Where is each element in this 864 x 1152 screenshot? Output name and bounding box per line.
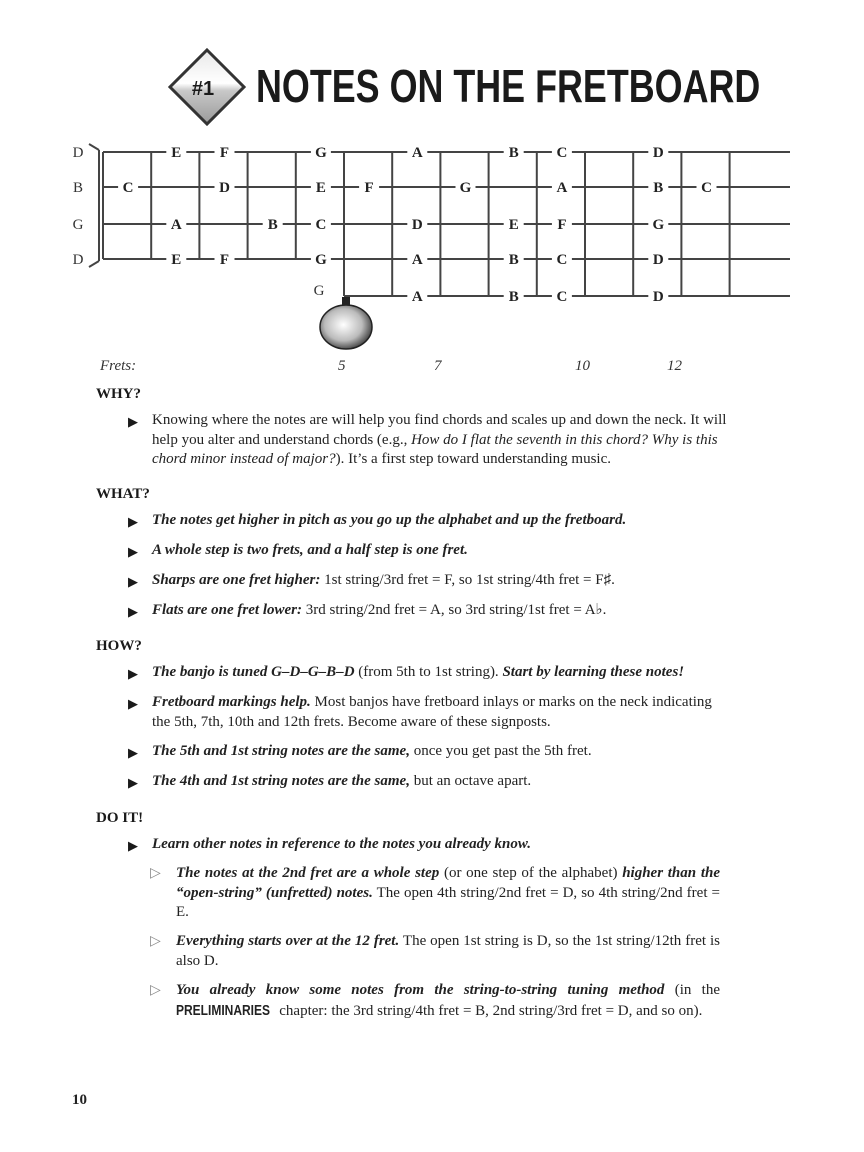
sub-bullet-outline-triangle-icon: ▷ (150, 983, 161, 998)
section-heading-what: WHAT? (96, 486, 150, 502)
fret-note-label: A (411, 289, 423, 305)
bullet-triangle-icon: ▶ (128, 666, 138, 681)
how-bullet-1: ▶ The banjo is tuned G–D–G–B–D (from 5th to 1st string). Start by learning these notes! (128, 663, 728, 683)
what-bullet-3: ▶ Sharps are one fret higher: 1st string/3rd fret = F, so 1st string/4th fret = F♯. (128, 571, 728, 591)
bullet-triangle-icon: ▶ (128, 414, 138, 429)
fret-marker-12: 12 (667, 358, 682, 374)
fret-note-label: A (170, 217, 182, 233)
bullet-triangle-icon: ▶ (128, 544, 138, 559)
open-string-label: G (72, 217, 84, 233)
fret-note-label: G (652, 217, 665, 233)
fret-note-label: B (508, 145, 519, 161)
how-bullet-3: ▶ The 5th and 1st string notes are the same, once you get past the 5th fret. (128, 742, 728, 762)
fret-number-row (0, 358, 864, 378)
fret-note-label: D (411, 217, 423, 233)
bullet-triangle-icon: ▶ (128, 696, 138, 711)
bullet-triangle-icon: ▶ (128, 775, 138, 790)
open-string-label: B (72, 180, 84, 196)
fret-note-label: C (556, 289, 568, 305)
bullet-triangle-icon: ▶ (128, 838, 138, 853)
fret-note-label: D (219, 180, 230, 196)
page-number: 10 (72, 1092, 87, 1108)
do-it-sub-bullet-1: ▷ The notes at the 2nd fret are a whole step (or one step of the alphabet) higher than the “open-string” (unfretted) notes. The open 4th string/2nd fret = D, so 4th string/2nd fret = E. (150, 865, 720, 920)
do-it-sub-bullet-2: ▷ Everything starts over at the 12 fret. The open 1st string is D, so the 1st string/12th fret is also D. (150, 933, 720, 969)
fret-note-label: C (701, 180, 712, 196)
fret-note-label: E (171, 252, 182, 268)
fret-note-label: A (411, 145, 423, 161)
fret-note-label: C (122, 180, 134, 196)
fret-note-label: C (556, 145, 568, 161)
what-bullet-2: ▶ A whole step is two frets, and a half step is one fret. (128, 541, 728, 561)
fret-note-label: G (315, 145, 327, 161)
fret-note-label: E (171, 145, 182, 161)
fifth-string-tuning-peg-icon (320, 305, 372, 349)
do-it-sub-bullet-3: ▷ You already know some notes from the string-to-string tuning method (in the PRELIMINARIES chapter: the 3rd string/4th fret = B, 2nd string/3rd fret = D, and so on). (150, 982, 720, 1019)
fret-marker-5: 5 (338, 358, 346, 374)
what-bullet-4: ▶ Flats are one fret lower: 3rd string/2nd fret = A, so 3rd string/1st fret = A♭. (128, 601, 728, 621)
fret-note-label: C (556, 252, 568, 268)
fret-note-label: A (411, 252, 423, 268)
fret-note-label: G (315, 252, 327, 268)
bullet-triangle-icon: ▶ (128, 514, 138, 529)
fret-note-label: F (364, 180, 374, 196)
fret-note-label: E (508, 217, 519, 233)
fret-note-label: F (219, 145, 230, 161)
chapter-badge-diamond-icon (168, 48, 246, 126)
fret-marker-10: 10 (575, 358, 590, 374)
fretboard-diagram (0, 130, 864, 360)
why-bullet: ▶ Knowing where the notes are will help you find chords and scales up and down the neck. It will help you alter and understand chords (e.g., How do I flat the seventh in this chord? Why is this chord minor instead of major?). It’s a first step toward understanding music. (128, 412, 727, 467)
fret-note-label: A (556, 180, 568, 196)
open-string-label: D (72, 145, 84, 161)
frets-label: Frets: (100, 358, 137, 374)
do-it-bullet-1: ▶ Learn other notes in reference to the notes you already know. (128, 835, 728, 855)
section-heading-why: WHY? (96, 386, 141, 402)
fret-note-label: D (652, 145, 664, 161)
fret-note-label: C (315, 217, 327, 233)
headstock-edge-top (89, 144, 99, 150)
sub-bullet-outline-triangle-icon: ▷ (150, 934, 161, 949)
fret-note-label: B (653, 180, 664, 196)
fret-note-label: B (508, 289, 519, 305)
fifth-string-open-label: G (313, 283, 325, 299)
section-heading-do-it: DO IT! (96, 810, 144, 826)
bullet-triangle-icon: ▶ (128, 574, 138, 589)
section-heading-how: HOW? (96, 638, 142, 654)
fret-note-label: E (315, 180, 326, 196)
bullet-triangle-icon: ▶ (128, 745, 138, 760)
fret-note-label: F (557, 217, 567, 233)
fret-note-label: B (508, 252, 519, 268)
badge-label: #1 (191, 78, 215, 100)
what-bullet-1: ▶ The notes get higher in pitch as you go up the alphabet and up the fretboard. (128, 511, 728, 531)
fret-note-label: F (219, 252, 230, 268)
bullet-triangle-icon: ▶ (128, 604, 138, 619)
how-bullet-2: ▶ Fretboard markings help. Most banjos have fretboard inlays or marks on the neck indicating the 5th, 7th, 10th and 12th frets. Become aware of these signposts. (128, 694, 712, 730)
fret-note-label: G (459, 180, 472, 196)
how-bullet-4: ▶ The 4th and 1st string notes are the same, but an octave apart. (128, 772, 728, 792)
preliminaries-chapter-ref: PRELIMINARIES (176, 1001, 271, 1019)
fret-marker-7: 7 (434, 358, 442, 374)
fret-note-label: D (652, 289, 664, 305)
headstock-edge-bottom (89, 261, 99, 267)
open-string-label: D (72, 252, 84, 268)
page-title: NOTES ON THE FRETBOARD (256, 60, 761, 112)
fret-note-label: D (652, 252, 664, 268)
fret-note-label: B (267, 217, 278, 233)
sub-bullet-outline-triangle-icon: ▷ (150, 866, 161, 881)
